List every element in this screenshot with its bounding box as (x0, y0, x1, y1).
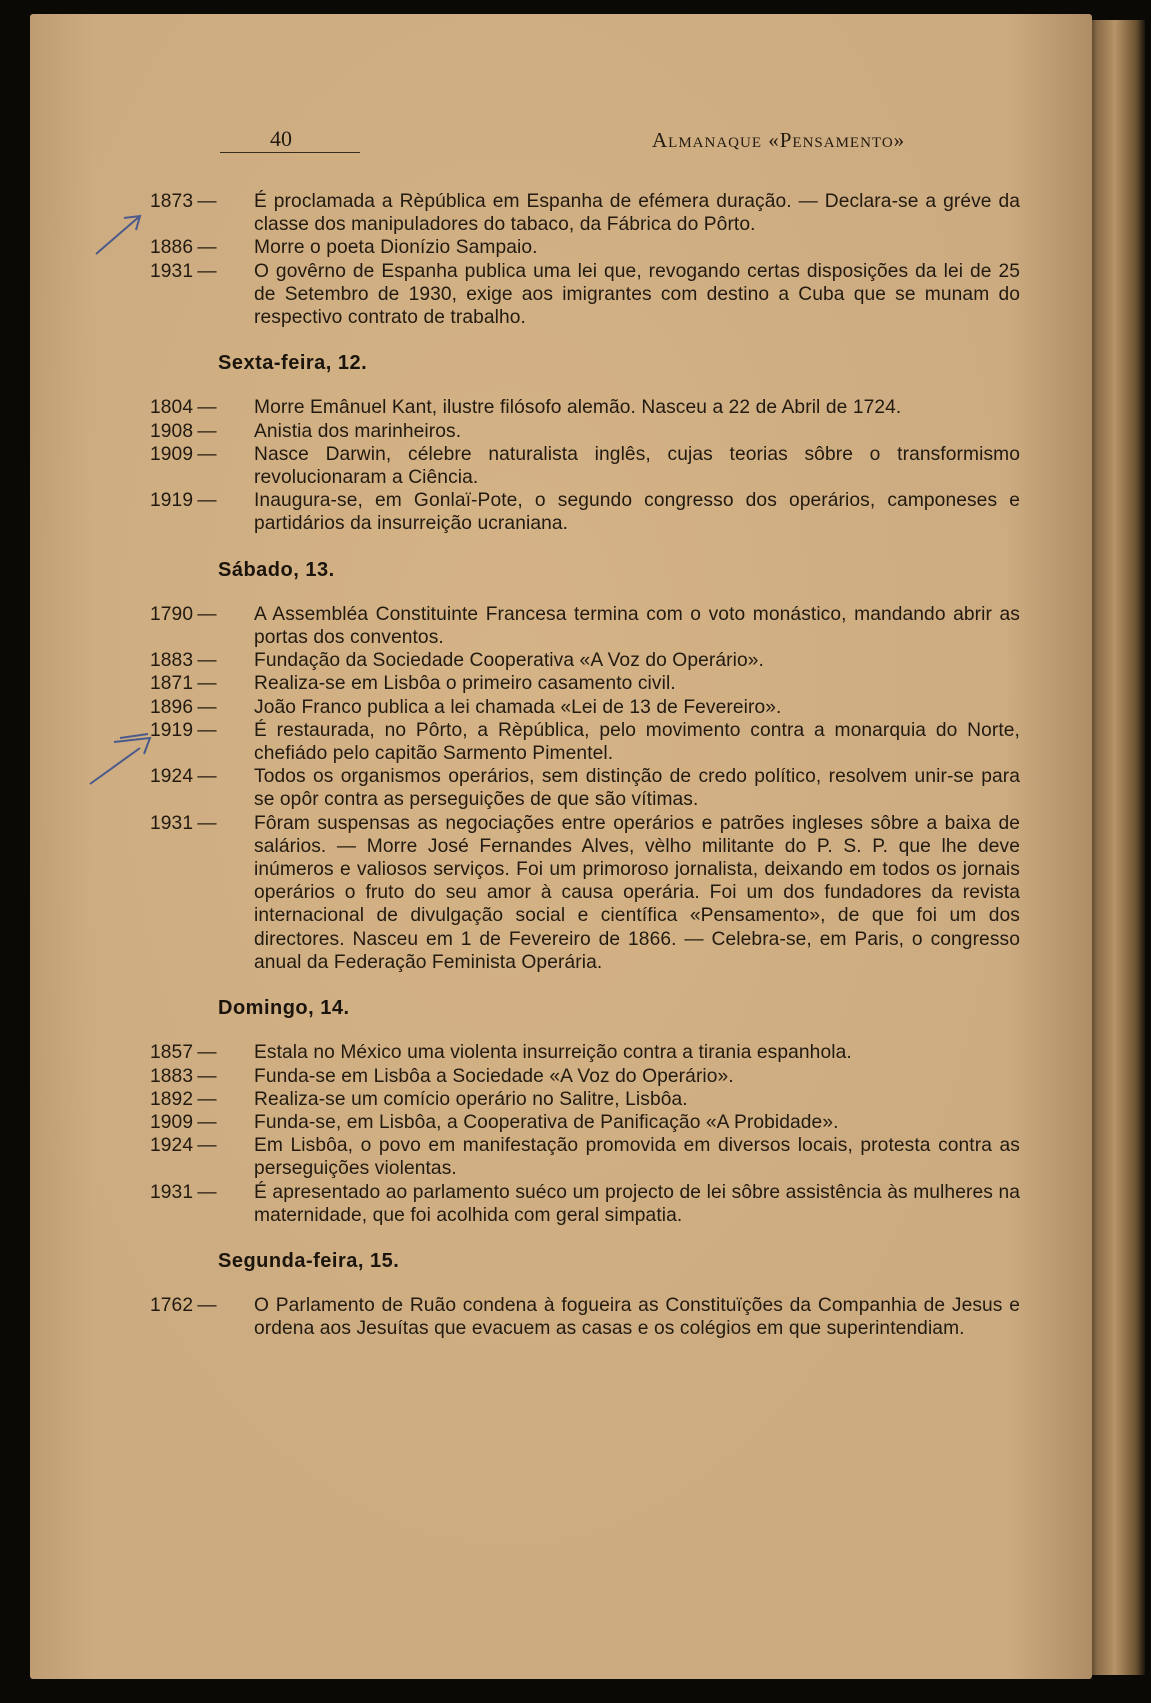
almanac-entry (150, 420, 1020, 443)
entry-year-value: 1762 (150, 1295, 194, 1317)
almanac-entry (150, 649, 1020, 672)
almanac-entry (150, 1041, 1020, 1064)
entry-year: 1931 — (150, 812, 216, 834)
entry-year: 1886 — (150, 237, 216, 259)
almanac-entry (150, 696, 1020, 719)
entry-year: 1873 — (150, 191, 216, 212)
almanac-entry (150, 1088, 1020, 1111)
adjacent-page-edge (1085, 20, 1145, 1675)
almanac-entry (150, 603, 1020, 649)
almanac-entry (150, 812, 1020, 974)
almanac-entry (150, 260, 1020, 330)
entry-text: Inaugura-se, em Gonlaï-Pote, o segundo congresso dos operários, camponeses e partidários da insurreição ucraniana. (254, 490, 1020, 535)
entry-text: Realiza-se um comício operário no Salitre, Lisbôa. (254, 1088, 688, 1110)
almanac-entry (150, 1134, 1020, 1180)
entry-year: 1762 — (150, 1295, 216, 1317)
entry-text: É apresentado ao parlamento suéco um projecto de lei sôbre assistência às mulheres na maternidade, que foi acolhida com geral simpatia. (254, 1181, 1020, 1226)
entry-year: 1804 — (150, 397, 216, 419)
entry-year: 1908 — (150, 420, 216, 442)
entry-year: 1896 — (150, 696, 216, 718)
entry-text: João Franco publica a lei chamada «Lei de 13 de Fevereiro». (254, 696, 782, 718)
almanac-entry (150, 765, 1020, 811)
entry-text: O govêrno de Espanha publica uma lei que, revogando certas disposições da lei de 25 de Setembro de 1930, exige aos imigrantes com destino a Cuba que se munam do respectivo contrato de trabalho. (254, 260, 1020, 329)
day-heading: Domingo, 14. (218, 997, 350, 1020)
almanac-entry (150, 1181, 1020, 1227)
almanac-entry (150, 672, 1020, 695)
entry-year-value: 1883 (150, 650, 194, 672)
page-number: 40 (270, 126, 292, 151)
entry-year: 1924 — (150, 766, 216, 788)
pencil-arrow-icon (84, 728, 154, 788)
entry-text: Funda-se, em Lisbôa, a Cooperativa de Panificação «A Probidade». (254, 1111, 839, 1133)
entry-year: 1919 — (150, 719, 216, 741)
entry-year: 1924 — (150, 1135, 216, 1157)
entry-text: Em Lisbôa, o povo em manifestação promovida em diversos locais, protesta contra as perseguições violentas. (254, 1135, 1020, 1180)
entry-year-value: 1931 (150, 1181, 194, 1203)
entry-year-value: 1892 (150, 1088, 194, 1110)
day-heading: Segunda-feira, 15. (218, 1249, 400, 1272)
entry-year: 1883 — (150, 1065, 216, 1087)
almanac-entry (150, 190, 1020, 236)
entry-text: A Assembléa Constituinte Francesa termina com o voto monástico, mandando abrir as portas dos conventos. (254, 603, 1020, 649)
entry-year-value: 1857 (150, 1042, 194, 1064)
day-heading: Sexta-feira, 12. (218, 352, 368, 375)
entry-year-value: 1924 (150, 766, 194, 788)
entry-year: 1919 — (150, 490, 216, 512)
entry-year-value: 1909 (150, 443, 194, 465)
entry-year-value: 1931 (150, 812, 194, 834)
entry-year-value: 1883 (150, 1065, 194, 1087)
almanac-text (150, 190, 1020, 1341)
entry-text: Funda-se em Lisbôa a Sociedade «A Voz do Operário». (254, 1065, 734, 1087)
entry-year: 1883 — (150, 650, 216, 672)
almanac-entry (150, 489, 1020, 535)
entry-year-value: 1919 (150, 719, 194, 741)
almanac-entry (150, 1294, 1020, 1340)
day-heading: Sábado, 13. (218, 558, 335, 581)
entry-text: É restaurada, no Pôrto, a Rèpública, pelo movimento contra a monarquia do Norte, chefiádo pelo capitão Sarmento Pimentel. (254, 719, 1020, 765)
entry-year-value: 1871 (150, 673, 194, 695)
entry-year-value: 1908 (150, 420, 194, 442)
entry-year-value: 1873 (150, 191, 194, 212)
entry-year-value: 1931 (150, 260, 194, 282)
entry-year-value: 1919 (150, 490, 194, 512)
entry-year-value: 1886 (150, 237, 194, 259)
entry-year: 1909 — (150, 443, 216, 465)
entry-text: Anistia dos marinheiros. (254, 420, 462, 442)
entry-text: Morre Emânuel Kant, ilustre filósofo alemão. Nasceu a 22 de Abril de 1724. (254, 397, 902, 419)
entry-year: 1931 — (150, 1181, 216, 1203)
book-page (30, 14, 1092, 1679)
entry-text: Morre o poeta Dionízio Sampaio. (254, 237, 538, 259)
entry-text: Todos os organismos operários, sem distinção de credo político, resolvem unir-se para se opôr contra as perseguições de que são vítimas. (254, 766, 1020, 811)
entry-text: Nasce Darwin, célebre naturalista inglês, cujas teorias sôbre o transformismo revolucionaram a Ciência. (254, 443, 1020, 489)
almanac-entry (150, 443, 1020, 489)
entry-year-value: 1924 (150, 1135, 194, 1157)
entry-year: 1909 — (150, 1111, 216, 1133)
entry-year-value: 1909 (150, 1111, 194, 1133)
running-title: Almanaque «Pensamento» (652, 128, 906, 152)
entry-text: Estala no México uma violenta insurreição contra a tirania espanhola. (254, 1042, 852, 1064)
almanac-entry (150, 236, 1020, 259)
entry-text: É proclamada a Rèpública em Espanha de efémera duração. — Declara-se a gréve da classe dos manipuladores do tabaco, da Fábrica do Pôrto. (254, 191, 1020, 236)
almanac-entry (150, 1065, 1020, 1088)
entry-year-value: 1804 (150, 397, 194, 419)
almanac-entry (150, 1111, 1020, 1134)
entry-year: 1871 — (150, 673, 216, 695)
page-header (30, 114, 1092, 154)
almanac-entry (150, 396, 1020, 419)
entry-year: 1790 — (150, 603, 216, 625)
pencil-arrow-icon (88, 210, 148, 260)
entry-year: 1857 — (150, 1042, 216, 1064)
entry-year: 1931 — (150, 260, 216, 282)
entry-text: Realiza-se em Lisbôa o primeiro casamento civil. (254, 673, 676, 695)
almanac-entry (150, 719, 1020, 765)
entry-text: Fôram suspensas as negociações entre operários e patrões ingleses sôbre a baixa de salários. — Morre José Fernandes Alves, vèlho militante do P. S. P. que lhe deve inúmeros e valiosos serviços. Foi um primoroso jornalista, deixando em todos os jornais operários o fruto do seu amor à causa operária. Foi um dos fundadores da revista internacional de divulgação social e científica «Pensamento», de que foi um dos directores. Nasceu em 1 de Fevereiro de 1866. — Celebra-se, em Paris, o congresso anual da Federação Feminista Operária. (254, 812, 1020, 973)
entry-year-value: 1896 (150, 696, 194, 718)
entry-year: 1892 — (150, 1088, 216, 1110)
entry-text: O Parlamento de Ruão condena à fogueira as Constituïções da Companhia de Jesus e ordena aos Jesuítas que evacuem as casas e os colégios em que superintendiam. (254, 1295, 1020, 1340)
entry-text: Fundação da Sociedade Cooperativa «A Voz do Operário». (254, 650, 764, 672)
entry-year-value: 1790 (150, 603, 194, 625)
page-number-rule (220, 152, 360, 153)
